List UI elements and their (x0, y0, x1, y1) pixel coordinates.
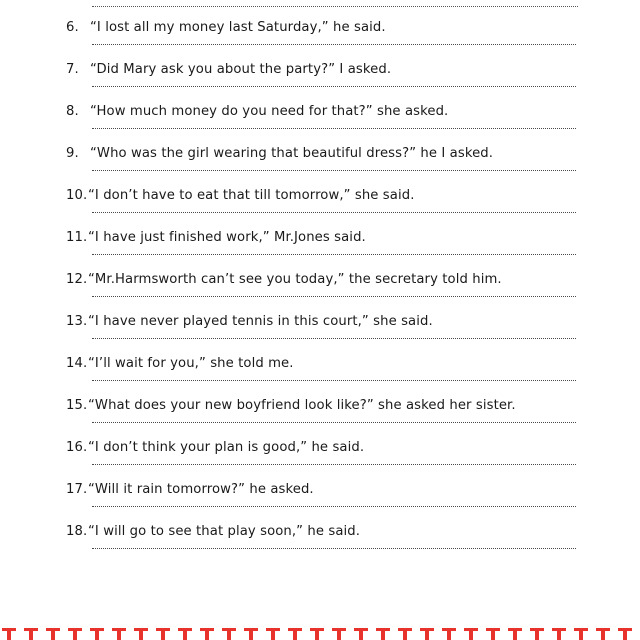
border-segment (579, 631, 583, 640)
answer-line[interactable] (92, 464, 576, 465)
border-segment (46, 628, 60, 631)
border-segment (161, 631, 165, 640)
border-segment (139, 631, 143, 640)
question-number: 18. (66, 524, 88, 539)
answer-line[interactable] (92, 170, 576, 171)
border-segment (403, 631, 407, 640)
border-segment (310, 628, 324, 631)
border-segment (332, 628, 346, 631)
border-segment (513, 631, 517, 640)
border-segment (183, 631, 187, 640)
question-16 (66, 440, 586, 482)
question-18 (66, 524, 586, 566)
answer-line[interactable] (92, 422, 576, 423)
answer-line[interactable] (92, 506, 576, 507)
border-segment (29, 631, 33, 640)
answer-line[interactable] (92, 212, 576, 213)
border-segment (574, 628, 588, 631)
answer-line-previous (92, 6, 578, 7)
question-number: 10. (66, 188, 88, 203)
question-text: “I lost all my money last Saturday,” he said. (90, 20, 386, 35)
answer-line[interactable] (92, 86, 576, 87)
border-segment (293, 631, 297, 640)
border-segment (354, 628, 368, 631)
border-segment (552, 628, 566, 631)
border-segment (315, 631, 319, 640)
border-segment (535, 631, 539, 640)
question-12 (66, 272, 586, 314)
border-segment (95, 631, 99, 640)
border-segment (73, 631, 77, 640)
border-segment (2, 628, 16, 631)
answer-line[interactable] (92, 338, 576, 339)
question-number: 7. (66, 62, 79, 77)
border-segment (249, 631, 253, 640)
border-segment (288, 628, 302, 631)
question-number: 13. (66, 314, 88, 329)
border-segment (205, 631, 209, 640)
question-6 (66, 20, 586, 62)
border-segment (222, 628, 236, 631)
border-segment (266, 628, 280, 631)
border-segment (156, 628, 170, 631)
border-segment (601, 631, 605, 640)
question-text: “What does your new boyfriend look like?” she asked her sister. (88, 398, 516, 413)
question-number: 14. (66, 356, 88, 371)
question-13 (66, 314, 586, 356)
question-text: “I don’t think your plan is good,” he said. (88, 440, 365, 455)
border-segment (51, 631, 55, 640)
border-segment (425, 631, 429, 640)
border-segment (359, 631, 363, 640)
border-segment (227, 631, 231, 640)
question-text: “I have just finished work,” Mr.Jones said. (88, 230, 366, 245)
question-number: 15. (66, 398, 88, 413)
border-segment (337, 631, 341, 640)
question-number: 17. (66, 482, 88, 497)
question-text: “Did Mary ask you about the party?” I asked. (90, 62, 392, 77)
question-text: “I’ll wait for you,” she told me. (88, 356, 294, 371)
border-segment (596, 628, 610, 631)
border-segment (112, 628, 126, 631)
border-segment (557, 631, 561, 640)
border-segment (68, 628, 82, 631)
answer-line[interactable] (92, 254, 576, 255)
border-segment (442, 628, 456, 631)
question-number: 16. (66, 440, 88, 455)
question-14 (66, 356, 586, 398)
question-17 (66, 482, 586, 524)
border-segment (244, 628, 258, 631)
question-text: “I don’t have to eat that till tomorrow,” she said. (88, 188, 415, 203)
border-segment (508, 628, 522, 631)
question-number: 8. (66, 104, 79, 119)
border-segment (271, 631, 275, 640)
question-11 (66, 230, 586, 272)
question-number: 9. (66, 146, 79, 161)
border-segment (117, 631, 121, 640)
answer-line[interactable] (92, 296, 576, 297)
border-segment (623, 631, 627, 640)
decorative-border-pattern (0, 626, 640, 640)
border-segment (90, 628, 104, 631)
question-text: “I have never played tennis in this court,” she said. (88, 314, 433, 329)
border-segment (178, 628, 192, 631)
question-text: “Will it rain tomorrow?” he asked. (88, 482, 314, 497)
answer-line[interactable] (92, 128, 576, 129)
border-segment (530, 628, 544, 631)
question-number: 12. (66, 272, 88, 287)
border-segment (447, 631, 451, 640)
question-text: “How much money do you need for that?” she asked. (90, 104, 449, 119)
border-segment (200, 628, 214, 631)
question-number: 11. (66, 230, 88, 245)
border-segment (464, 628, 478, 631)
decorative-border (0, 626, 640, 640)
answer-line[interactable] (92, 380, 576, 381)
border-segment (420, 628, 434, 631)
question-9 (66, 146, 586, 188)
border-segment (7, 631, 11, 640)
question-number: 6. (66, 20, 79, 35)
border-segment (491, 631, 495, 640)
question-8 (66, 104, 586, 146)
question-7 (66, 62, 586, 104)
border-segment (398, 628, 412, 631)
border-segment (134, 628, 148, 631)
question-text: “I will go to see that play soon,” he said. (88, 524, 361, 539)
border-segment (486, 628, 500, 631)
question-text: “Who was the girl wearing that beautiful dress?” he I asked. (90, 146, 494, 161)
border-segment (469, 631, 473, 640)
question-15 (66, 398, 586, 440)
question-10 (66, 188, 586, 230)
border-segment (376, 628, 390, 631)
border-segment (24, 628, 38, 631)
border-segment (618, 628, 632, 631)
answer-line[interactable] (92, 548, 576, 549)
border-segment (381, 631, 385, 640)
answer-line[interactable] (92, 44, 576, 45)
question-text: “Mr.Harmsworth can’t see you today,” the secretary told him. (88, 272, 502, 287)
